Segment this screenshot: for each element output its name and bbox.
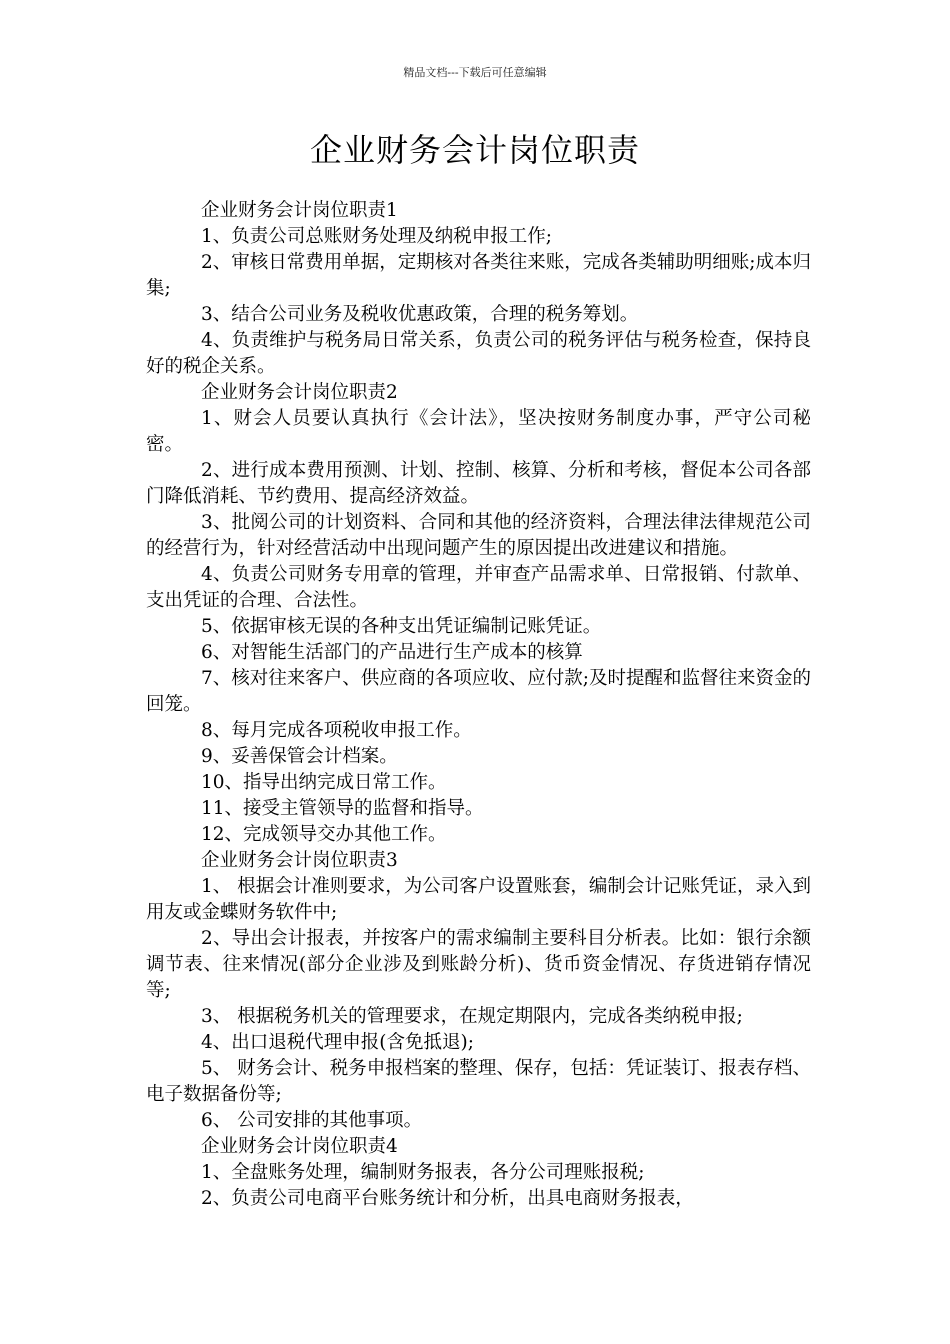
duty-item: 4、负责公司财务专用章的管理，并审查产品需求单、日常报销、付款单、支出凭证的合理、合法性。 — [146, 564, 811, 611]
duty-item: 1、 根据会计准则要求，为公司客户设置账套，编制会计记账凭证，录入到用友或金蝶财务软件中; — [146, 876, 811, 923]
duty-item: 11、接受主管领导的监督和指导。 — [201, 798, 484, 819]
duty-item: 5、 财务会计、税务申报档案的整理、保存，包括：凭证装订、报表存档、电子数据备份等; — [146, 1058, 811, 1105]
duty-item: 7、核对往来客户、供应商的各项应收、应付款;及时提醒和监督往来资金的回笼。 — [146, 668, 812, 715]
duty-item: 1、全盘账务处理，编制财务报表，各分公司理账报税; — [201, 1162, 645, 1183]
duty-item: 3、批阅公司的计划资料、合同和其他的经济资料，合理法律法律规范公司的经营行为，针对经营活动中出现问题产生的原因提出改进建议和措施。 — [146, 512, 811, 559]
header-note: 精品文档---下载后可任意编辑 — [403, 66, 547, 79]
section-1 — [146, 198, 811, 380]
duty-item: 1、财会人员要认真执行《会计法》，坚决按财务制度办事，严守公司秘密。 — [146, 408, 811, 455]
document-body — [146, 198, 811, 1212]
duty-item: 1、负责公司总账财务处理及纳税申报工作; — [201, 226, 553, 247]
duty-item: 8、每月完成各项税收申报工作。 — [201, 720, 472, 741]
duty-item: 3、结合公司业务及税收优惠政策，合理的税务筹划。 — [201, 304, 639, 325]
duty-item: 4、出口退税代理申报(含免抵退); — [201, 1032, 474, 1053]
section-heading: 企业财务会计岗位职责3 — [201, 850, 398, 871]
duty-item: 10、指导出纳完成日常工作。 — [201, 772, 447, 793]
duty-item: 4、负责维护与税务局日常关系，负责公司的税务评估与税务检查，保持良好的税企关系。 — [146, 330, 811, 377]
document-title: 企业财务会计岗位职责 — [309, 131, 640, 169]
section-2 — [146, 380, 811, 848]
duty-item: 6、对智能生活部门的产品进行生产成本的核算 — [201, 642, 583, 663]
section-heading: 企业财务会计岗位职责1 — [201, 200, 398, 221]
section-heading: 企业财务会计岗位职责2 — [201, 382, 398, 403]
duty-item: 2、进行成本费用预测、计划、控制、核算、分析和考核，督促本公司各部门降低消耗、节约费用、提高经济效益。 — [146, 460, 811, 507]
duty-item: 5、依据审核无误的各种支出凭证编制记账凭证。 — [201, 616, 602, 637]
duty-item: 2、导出会计报表，并按客户的需求编制主要科目分析表。比如：银行余额调节表、往来情况(部分企业涉及到账龄分析)、货币资金情况、存货进销存情况等; — [146, 928, 811, 1001]
duty-item: 2、审核日常费用单据，定期核对各类往来账，完成各类辅助明细账;成本归集; — [146, 252, 812, 299]
duty-item: 3、 根据税务机关的管理要求，在规定期限内，完成各类纳税申报; — [201, 1006, 743, 1027]
duty-item: 12、完成领导交办其他工作。 — [201, 824, 447, 845]
duty-item: 6、 公司安排的其他事项。 — [201, 1110, 423, 1131]
section-heading: 企业财务会计岗位职责4 — [201, 1136, 398, 1157]
section-3 — [146, 848, 811, 1134]
duty-item: 2、负责公司电商平台账务统计和分析，出具电商财务报表， — [201, 1188, 694, 1209]
section-4 — [146, 1134, 811, 1212]
duty-item: 9、妥善保管会计档案。 — [201, 746, 398, 767]
